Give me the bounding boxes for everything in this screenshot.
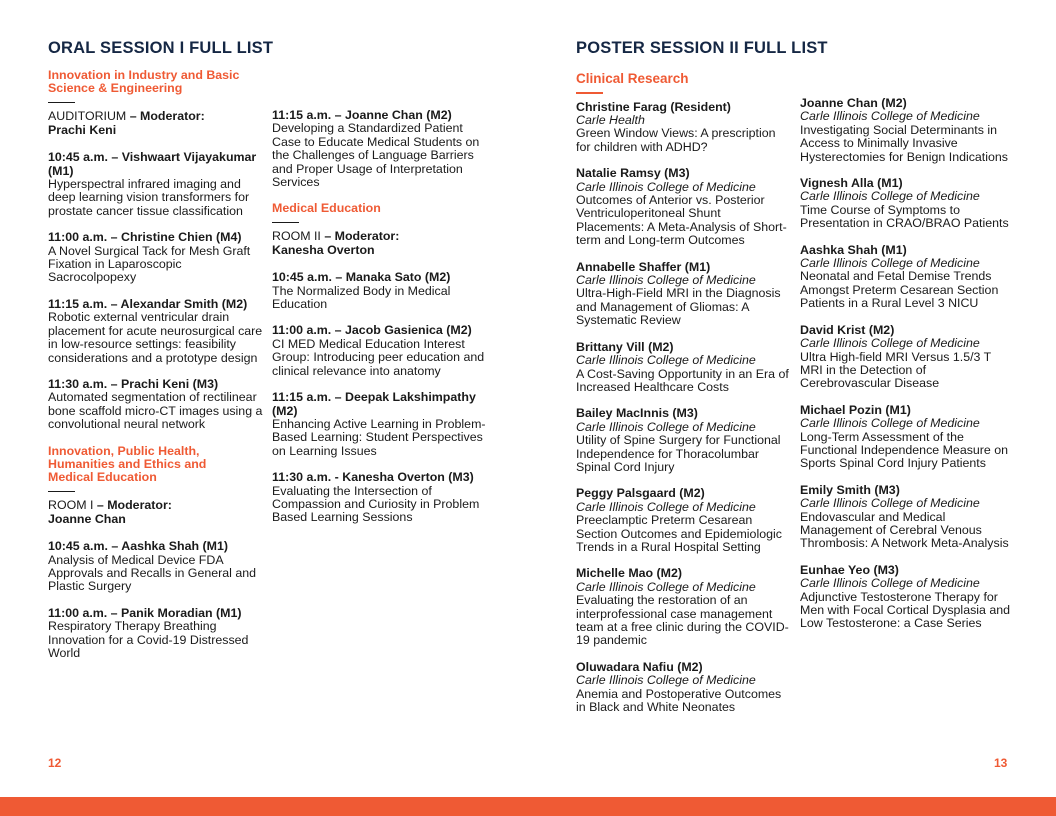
poster-presenter: Brittany Vill (M2) [576,339,674,354]
poster-title: Preeclamptic Preterm Cesarean Section Outcomes and Epidemiologic Trends in a Rural Hospital Setting [576,513,782,554]
poster-entry [576,261,791,328]
session-entry [272,324,487,378]
footer-accent-bar [0,797,1056,816]
section-divider [272,222,299,224]
entry-time-presenter: 11:00 a.m. – Panik Moradian (M1) [48,605,242,620]
poster-presenter: Vignesh Alla (M1) [800,176,903,191]
poster-presenter: Oluwadara Nafiu (M2) [576,659,703,674]
entry-time-presenter: 11:30 a.m. - Kanesha Overton (M3) [272,470,474,485]
poster-affiliation: Carle Health [576,113,645,127]
entry-time-presenter: 10:45 a.m. – Aashka Shah (M1) [48,539,228,554]
poster-presenter: Christine Farag (Resident) [576,99,731,114]
entry-title: A Novel Surgical Tack for Mesh Graft Fixation in Laparoscopic Sacrocolpopexy [48,243,251,285]
poster-presenter: Natalie Ramsy (M3) [576,166,690,181]
entry-title: Robotic external ventricular drain placement for acute neurosurgical care in low-resource settings: feasibility considerations and a prototype design [48,310,263,365]
poster-affiliation: Carle Illinois College of Medicine [800,576,980,591]
entry-title: Evaluating the Intersection of Compassion and Curiosity in Problem Based Learning Sessions [272,483,480,525]
section-heading: Innovation, Public Health, Humanities and Ethics and Medical Education [48,443,207,485]
session-entry [272,391,487,458]
poster-entry [800,97,1012,164]
right-column-1 [576,71,791,727]
moderator-label: – Moderator: [320,229,400,244]
section-divider [48,102,75,104]
page-number-left: 12 [48,756,62,770]
session-entry [272,471,487,525]
poster-affiliation: Carle Illinois College of Medicine [800,336,980,351]
poster-affiliation: Carle Illinois College of Medicine [800,109,980,124]
poster-title: Utility of Spine Surgery for Functional Independence for Thoracolumbar Spinal Cord Injury [576,433,781,474]
poster-entry [576,567,791,647]
entry-time-presenter: 11:15 a.m. – Joanne Chan (M2) [272,108,452,122]
poster-affiliation: Carle Illinois College of Medicine [576,499,756,514]
poster-entry [800,177,1012,231]
entry-time-presenter: 11:15 a.m. – Deepak Lakshimpathy (M2) [272,390,476,418]
entry-time-presenter: 10:45 a.m. – Manaka Sato (M2) [272,270,451,285]
poster-entry [576,167,791,247]
poster-title: A Cost-Saving Opportunity in an Era of Increased Healthcare Costs [576,366,789,394]
poster-affiliation: Carle Illinois College of Medicine [576,179,756,194]
poster-affiliation: Carle Illinois College of Medicine [576,579,756,594]
poster-affiliation: Carle Illinois College of Medicine [800,416,980,431]
poster-title: Investigating Social Determinants in Access to Minimally Invasive Hysterectomies for Benign Indications [800,122,1008,164]
poster-entry [800,404,1012,471]
room-label: AUDITORIUM [48,109,127,124]
poster-title: Time Course of Symptoms to Presentation in CRAO/BRAO Patients [800,202,1009,231]
section-heading: Clinical Research [576,71,689,86]
poster-presenter: Aashka Shah (M1) [800,242,907,257]
moderator-block [272,230,487,257]
left-column-1 [48,69,263,673]
session-entry [48,151,263,218]
entry-title: Respiratory Therapy Breathing Innovation for a Covid-19 Distressed World [48,619,249,660]
session-entry [48,540,263,594]
poster-entry [800,324,1012,391]
room-label: ROOM I [48,498,94,513]
poster-title: Neonatal and Fetal Demise Trends Amongst Preterm Cesarean Section Patients in a Rural Level 3 NICU [800,269,999,311]
moderator-label: – Moderator: [126,109,205,124]
entry-title: The Normalized Body in Medical Education [272,283,451,312]
section-divider [48,491,75,493]
poster-entry [576,101,791,155]
section-divider [576,92,603,94]
poster-entry [576,407,791,474]
poster-entry [800,564,1012,631]
page-title-left: ORAL SESSION I FULL LIST [48,39,274,57]
poster-entry [576,661,791,715]
section-heading: Medical Education [272,201,381,216]
entry-title: Developing a Standardized Patient Case to Educate Medical Students on the Challenges of Language Barriers and Proper Usage of Interpretation Services [272,121,480,190]
poster-presenter: Michelle Mao (M2) [576,566,683,581]
poster-affiliation: Carle Illinois College of Medicine [800,256,980,271]
session-entry [48,298,263,365]
page-number-right: 13 [994,756,1008,770]
page-title-right: POSTER SESSION II FULL LIST [576,39,828,57]
entry-title: Enhancing Active Learning in Problem-Based Learning: Student Perspectives on Learning Issues [272,416,486,458]
moderator-block [48,110,263,137]
poster-title: Adjunctive Testosterone Therapy for Men with Focal Cortical Dysplasia and Low Testosterone: a Case Series [800,589,1011,631]
poster-presenter: Bailey MacInnis (M3) [576,406,698,421]
poster-title: Long-Term Assessment of the Functional Independence Measure on Sports Spinal Cord Injury Patients [800,429,1009,471]
entry-title: CI MED Medical Education Interest Group: Introducing peer education and clinical relevance into anatomy [272,336,485,378]
entry-time-presenter: 11:15 a.m. – Alexandar Smith (M2) [48,296,248,311]
poster-title: Ultra-High-Field MRI in the Diagnosis and Management of Gliomas: A Systematic Review [576,286,781,328]
poster-title: Anemia and Postoperative Outcomes in Black and White Neonates [576,686,782,715]
session-entry [48,378,263,432]
poster-title: Evaluating the restoration of an interprofessional case management team at a free clinic during the COVID-19 pandemic [576,593,789,648]
poster-presenter: David Krist (M2) [800,322,895,337]
right-column-2 [800,97,1012,644]
poster-entry [576,487,791,554]
moderator-label: – Moderator: [93,498,172,513]
entry-time-presenter: 11:00 a.m. – Christine Chien (M4) [48,230,242,245]
poster-title: Outcomes of Anterior vs. Posterior Ventriculoperitoneal Shunt Placements: A Meta-Analysis of Short-term and Long-term Outcomes [576,193,787,248]
poster-affiliation: Carle Illinois College of Medicine [576,273,756,288]
section-heading: Innovation in Industry and Basic Science & Engineering [48,68,240,96]
poster-entry [800,244,1012,311]
poster-presenter: Michael Pozin (M1) [800,402,911,417]
poster-presenter: Eunhae Yeo (M3) [800,562,899,577]
poster-affiliation: Carle Illinois College of Medicine [576,419,756,434]
poster-entry [800,484,1012,551]
poster-entry [576,341,791,395]
poster-affiliation: Carle Illinois College of Medicine [576,673,756,688]
session-entry [48,607,263,661]
session-entry [48,231,263,285]
session-entry [272,271,487,311]
room-label: ROOM II [272,229,321,244]
entry-time-presenter: 11:00 a.m. – Jacob Gasienica (M2) [272,323,472,338]
entry-title: Analysis of Medical Device FDA Approvals and Recalls in General and Plastic Surgery [48,552,257,594]
moderator-name: Joanne Chan [48,511,126,526]
poster-affiliation: Carle Illinois College of Medicine [800,189,980,204]
entry-time-presenter: 11:30 a.m. – Prachi Keni (M3) [48,376,219,391]
poster-presenter: Joanne Chan (M2) [800,96,907,110]
moderator-name: Kanesha Overton [272,242,375,257]
entry-time-presenter: 10:45 a.m. – Vishwaart Vijayakumar (M1) [48,150,257,178]
poster-presenter: Emily Smith (M3) [800,482,900,497]
poster-presenter: Annabelle Shaffer (M1) [576,259,711,274]
poster-presenter: Peggy Palsgaard (M2) [576,486,705,501]
session-entry [272,109,487,189]
poster-title: Ultra High-field MRI Versus 1.5/3 T MRI in the Detection of Cerebrovascular Disease [800,349,991,391]
entry-title: Hyperspectral infrared imaging and deep learning vision transformers for prostate cancer tissue classification [48,177,250,218]
poster-title: Green Window Views: A prescription for children with ADHD? [576,126,776,154]
poster-title: Endovascular and Medical Management of Cerebral Venous Thrombosis: A Network Meta-Analysis [800,509,1009,551]
moderator-block [48,499,263,526]
entry-title: Automated segmentation of rectilinear bone scaffold micro-CT images using a convolutional neural network [48,390,263,432]
moderator-name: Prachi Keni [48,122,117,137]
poster-affiliation: Carle Illinois College of Medicine [576,353,756,368]
poster-affiliation: Carle Illinois College of Medicine [800,496,980,511]
left-column-2 [272,109,487,538]
